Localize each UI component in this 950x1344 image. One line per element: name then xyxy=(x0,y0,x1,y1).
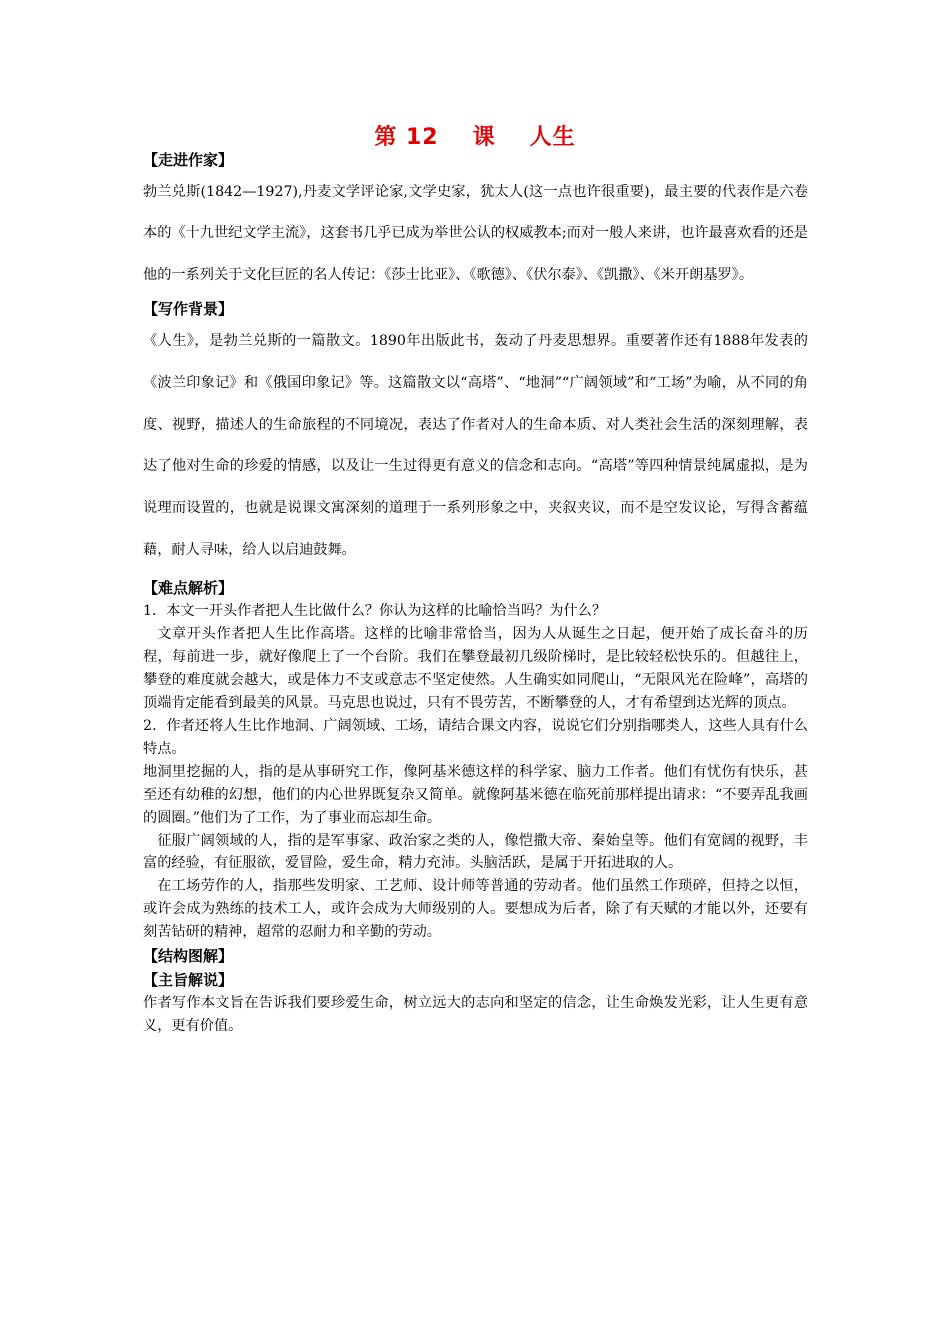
document-body xyxy=(143,148,808,1038)
heading-difficulty: 【难点解析】 xyxy=(143,579,234,598)
answer-2-cave: 地洞里挖掘的人，指的是从事研究工作，像阿基米德这样的科学家、脑力工作者。他们有忧伤有快乐，甚至还有幼稚的幻想，他们的内心世界既复杂又简单。就像阿基米德在临死前那样提出请求：“不要弄乱我画的圆圈。”他们为了工作，为了事业而忘却生命。 xyxy=(143,763,808,826)
background-paragraph: 《人生》，是勃兰兑斯的一篇散文。1890年出版此书，轰动了丹麦思想界。重要著作还有1888年发表的《波兰印象记》和《俄国印象记》等。这篇散文以“高塔”、“地洞”“广阔领域”和“工场”为喻，从不同的角度、视野，描述人的生命旅程的不同境况，表达了作者对人的生命本质、对人类社会生活的深刻理解，表达了他对生命的珍爱的情感，以及让一生过得更有意义的信念和志向。“高塔”等四种情景纯属虚拟，是为说理而设置的，也就是说课文寓深刻的道理于一系列形象之中，夹叙夹议，而不是空发议论，写得含蓄蕴藉，耐人寻味，给人以启迪鼓舞。 xyxy=(143,333,808,558)
heading-background: 【写作背景】 xyxy=(143,300,234,319)
answer-1: 文章开头作者把人生比作高塔。这样的比喻非常恰当，因为人从诞生之日起，便开始了成长奋斗的历程，每前进一步，就好像爬上了一个台阶。我们在攀登最初几级阶梯时，是比较轻松快乐的。但越往上，攀登的难度就会越大，或是体力不支或意志不坚定使然。人生确实如同爬山，“无限风光在险峰”，高塔的顶端肯定能看到最美的风景。马克思也说过，只有不畏劳苦，不断攀登的人，才有希望到达光辉的顶点。 xyxy=(143,626,808,712)
lesson-number: 第 12 xyxy=(374,125,439,150)
heading-theme: 【主旨解说】 xyxy=(143,971,234,990)
theme-paragraph: 作者写作本文旨在告诉我们要珍爱生命，树立远大的志向和坚定的信念，让生命焕发光彩，让人生更有意义，更有价值。 xyxy=(143,995,808,1034)
heading-author: 【走进作家】 xyxy=(143,151,234,169)
answer-2-workshop: 在工场劳作的人，指那些发明家、工艺师、设计师等普通的劳动者。他们虽然工作琐碎，但持之以恒，或许会成为熟练的技术工人，或许会成为大师级别的人。要想成为后者，除了有天赋的才能以外，还要有刻苦钻研的精神，超常的忍耐力和辛勤的劳动。 xyxy=(143,878,808,941)
answer-2-field: 征服广阔领域的人，指的是军事家、政治家之类的人，像恺撒大帝、秦始皇等。他们有宽阔的视野，丰富的经验，有征服欲，爱冒险，爱生命，精力充沛。头脑活跃，是属于开拓进取的人。 xyxy=(143,832,808,872)
author-paragraph: 勃兰兑斯(1842—1927),丹麦文学评论家,文学史家，犹太人(这一点也许很重要)，最主要的代表作是六卷本的《十九世纪文学主流》，这套书几乎已成为举世公认的权威教本;而对一般人来讲，也许最喜欢看的还是他的一系列关于文化巨匠的名人传记：《莎士比亚》、《歌德》、《伏尔泰》、《凯撒》、《米开朗基罗》。 xyxy=(143,184,808,283)
question-1: 1．本文一开头作者把人生比做什么？你认为这样的比喻恰当吗？为什么？ xyxy=(143,603,607,620)
heading-structure: 【结构图解】 xyxy=(143,947,234,966)
question-2: 2．作者还将人生比作地洞、广阔领域、工场，请结合课文内容，说说它们分别指哪类人，这些人具有什么特点。 xyxy=(143,717,808,757)
lesson-word: 课 xyxy=(472,125,496,150)
lesson-name: 人生 xyxy=(529,125,576,150)
